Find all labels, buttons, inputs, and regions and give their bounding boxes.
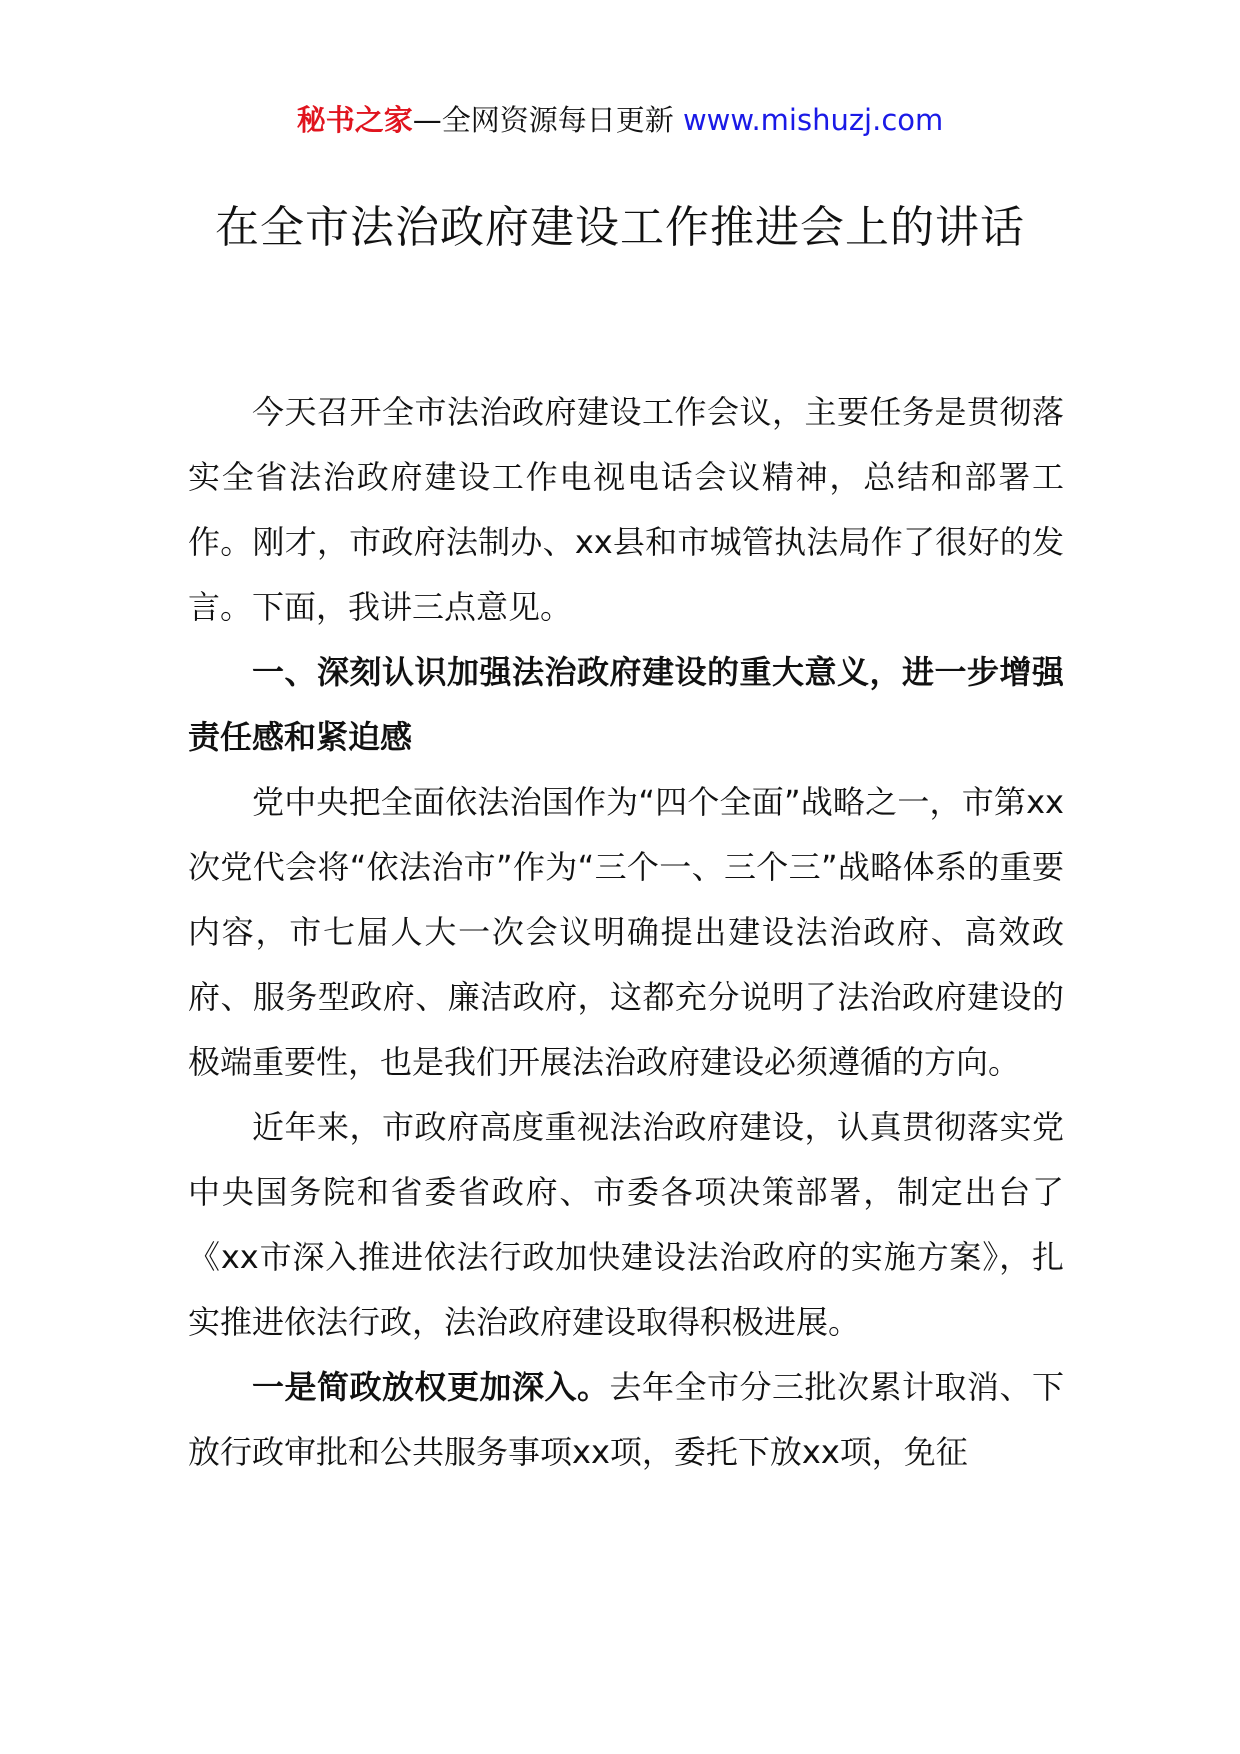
document-body [188, 380, 1064, 1485]
paragraph-progress: 近年来，市政府高度重视法治政府建设，认真贯彻落实党中央国务院和省委省政府、市委各项决策部署，制定出台了《xx市深入推进依法行政加快建设法治政府的实施方案》，扎实推进依法行政，法治政府建设取得积极进展。 [188, 1108, 1064, 1341]
header-tagline: —全网资源每日更新 [412, 103, 674, 137]
point-1-lead: 一是简政放权更加深入。 [252, 1368, 610, 1406]
section-heading-1: 一、深刻认识加强法治政府建设的重大意义，进一步增强责任感和紧迫感 [188, 653, 1064, 756]
watermark-header [0, 100, 1240, 140]
point-1-text: 去年全市分三批次累计取消、下放行政审批和公共服务事项xx项，委托下放xx项，免征 [188, 1368, 1064, 1471]
paragraph-intro: 今天召开全市法治政府建设工作会议，主要任务是贯彻落实全省法治政府建设工作电视电话会议精神，总结和部署工作。刚才，市政府法制办、xx县和市城管执法局作了很好的发言。下面，我讲三点意见。 [188, 393, 1064, 626]
document-title: 在全市法治政府建设工作推进会上的讲话 [215, 202, 1025, 253]
paragraph-point-1 [188, 1355, 1064, 1485]
paragraph-strategy: 党中央把全面依法治国作为“四个全面”战略之一，市第xx次党代会将“依法治市”作为“三个一、三个三”战略体系的重要内容，市七届人大一次会议明确提出建设法治政府、高效政府、服务型政府、廉洁政府，这都充分说明了法治政府建设的极端重要性，也是我们开展法治政府建设必须遵循的方向。 [188, 783, 1064, 1081]
header-brand: 秘书之家 [296, 103, 413, 137]
header-site-url[interactable]: www.mishuzj.com [682, 103, 944, 137]
